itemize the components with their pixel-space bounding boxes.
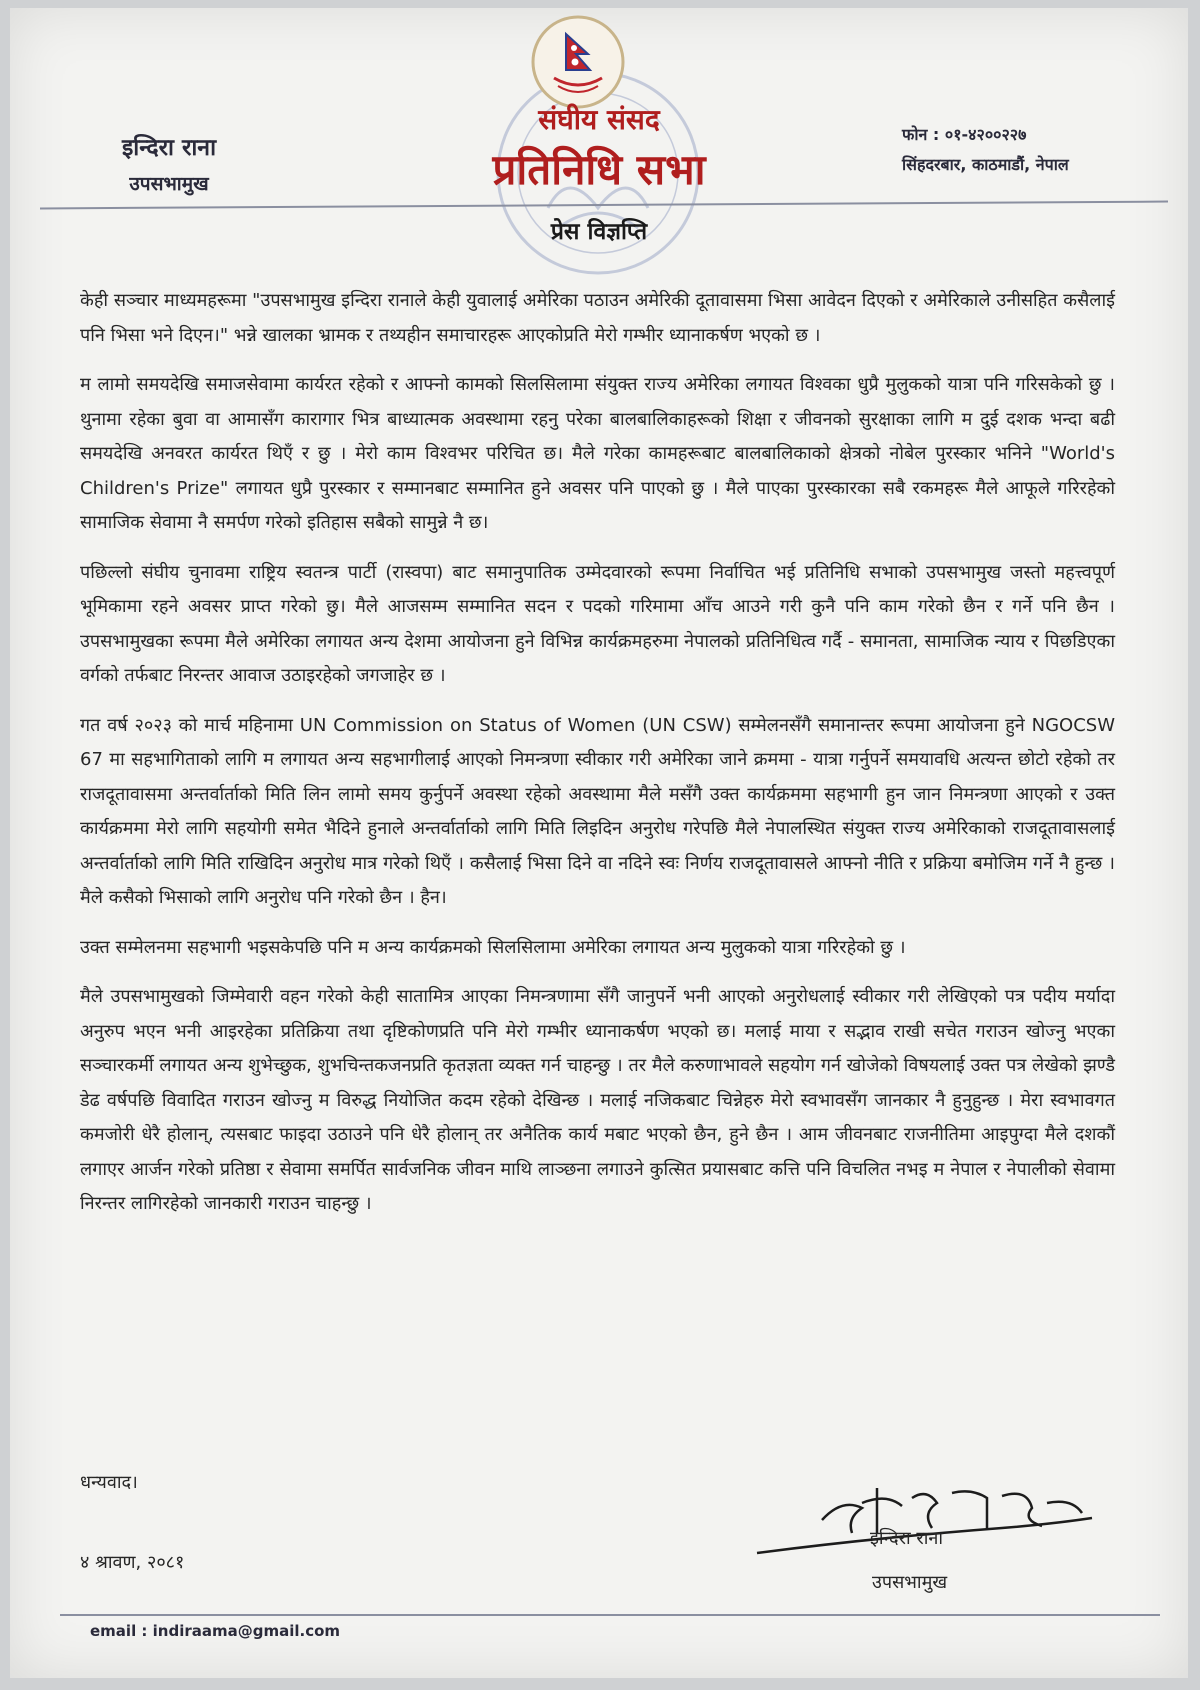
footer-email: email : indiraama@gmail.com (90, 1622, 341, 1640)
sender-name: इन्दिरा राना (122, 135, 217, 161)
contact-address: सिंहदरबार, काठमाडौं, नेपाल (902, 155, 1069, 174)
sender-role: उपसभामुख (129, 173, 209, 195)
letter-body (80, 284, 1115, 1237)
closing-thanks: धन्यवाद। (80, 1472, 138, 1493)
contact-block (902, 120, 1069, 180)
signatory-name: इन्दिरा राना (870, 1528, 944, 1549)
signatory-role: उपसभामुख (872, 1572, 948, 1593)
paragraph-2: म लामो समयदेखि समाजसेवामा कार्यरत रहेको र आफ्नो कामको सिलसिलामा संयुक्त राज्य अमेरिका लगायत विश्वका धुप्रै मुलुकको यात्रा पनि गरिसकेको छु । थुनामा रहेका बुवा वा आमासँग कारागार भित्र बाध्यात्मक अवस्थामा रहनु परेका बालबालिकाहरूको शिक्षा र जीवनको सुरक्षाका लागि म दुई दशक भन्दा बढी समयदेखि अनवरत कार्यरत थिएँ र छु । मेरो काम विश्वभर परिचित छ। मैले गरेका कामहरूबाट बालबालिकाको क्षेत्रको नोबेल पुरस्कार भनिने "World's Children's Prize" लगायत धुप्रै पुरस्कार र सम्मानबाट सम्मानित हुने अवसर पनि पाएको छु । मैले पाएका पुरस्कारका सबै रकमहरू मैले आफूले गरिरहेको सामाजिक सेवामा नै समर्पण गरेको इतिहास सबैको सामुन्ने नै छ। (80, 374, 1115, 533)
contact-phone: फोन : ०१-४२००२२७ (902, 125, 1027, 144)
parliament-emblem-icon (528, 12, 628, 112)
paragraph-1: केही सञ्चार माध्यमहरूमा "उपसभामुख इन्दिरा रानाले केही युवालाई अमेरिका पठाउन अमेरिकी दूतावासमा भिसा आवेदन दिएको र अमेरिकाले उनीसहित कसैलाई पनि भिसा भने दिएन।" भन्ने खालका भ्रामक र तथ्यहीन समाचारहरू आएकोप्रति मेरो गम्भीर ध्यानाकर्षण भएको छ । (80, 290, 1115, 346)
document-type-title: प्रेस विज्ञप्ति (550, 219, 648, 245)
paragraph-4: गत वर्ष २०२३ को मार्च महिनामा UN Commission on Status of Women (UN CSW) सम्मेलनसँगै समानान्तर रूपमा आयोजना हुने NGOCSW 67 मा सहभागिताको लागि म लगायत अन्य सहभागीलाई आएको निमन्त्रणा स्वीकार गरी अमेरिका जाने क्रममा - यात्रा गर्नुपर्ने समयावधि अत्यन्त छोटो रहेको तर राजदूतावासमा अन्तर्वार्ताको मिति लिन लामो समय कुर्नुपर्ने अवस्था रहेको अवस्थामा मैले मसँगै उक्त कार्यक्रममा सहभागी हुन जान निमन्त्रणा आएको र उक्त कार्यक्रममा मेरो लागि सहयोगी समेत भैदिने हुनाले अन्तर्वार्ताको लागि मिति लिइदिन अनुरोध गरेपछि मैले नेपालस्थित संयुक्त राज्य अमेरिकाको राजदूतावासलाई अन्तर्वार्ताको लागि मिति राखिदिन अनुरोध मात्र गरेको थिएँ । कसैलाई भिसा दिने वा नदिने स्वः निर्णय राजदूतावासले आफ्नो नीति र प्रक्रिया बमोजिम गर्ने नै हुन्छ । मैले कसैको भिसाको लागि अनुरोध पनि गरेको छैन । हैन। (80, 714, 1115, 908)
office-name-line2: प्रतिनिधि सभा (492, 145, 706, 194)
handwritten-signature (752, 1458, 1112, 1568)
paragraph-5: उक्त सम्मेलनमा सहभागी भइसकेपछि पनि म अन्य कार्यक्रमको सिलसिलामा अमेरिका लगायत अन्य मुलुकको यात्रा गरिरहेको छु । (80, 936, 906, 958)
paragraph-3: पछिल्लो संघीय चुनावमा राष्ट्रिय स्वतन्त्र पार्टी (रास्वपा) बाट समानुपातिक उम्मेदवारको रूपमा निर्वाचित भई प्रतिनिधि सभाको उपसभामुख जस्तो महत्त्वपूर्ण भूमिकामा रहने अवसर प्राप्त गरेको छु। मैले आजसम्म सम्मानित सदन र पदको गरिमामा आँच आउने गरी कुनै पनि काम गरेको छैन र गर्ने पनि छैन । उपसभामुखका रूपमा मैले अमेरिका लगायत अन्य देशमा आयोजना हुने विभिन्न कार्यक्रमहरुमा नेपालको प्रतिनिधित्व गर्दै - समानता, सामाजिक न्याय र पिछडिएका वर्गको तर्फबाट निरन्तर आवाज उठाइरहेको जगजाहेर छ । (80, 561, 1115, 686)
letter-date: ४ श्रावण, २०८१ (80, 1552, 185, 1573)
office-name-line1: संघीय संसद (538, 103, 660, 136)
footer-divider (60, 1614, 1160, 1616)
press-release-page (10, 8, 1188, 1678)
paragraph-6: मैले उपसभामुखको जिम्मेवारी वहन गरेको केही सातामित्र आएका निमन्त्रणामा सँगै जानुपर्ने भनी आएको अनुरोधलाई स्वीकार गरी लेखिएको पत्र पदीय मर्यादा अनुरुप भएन भनी आइरहेका प्रतिक्रिया तथा दृष्टिकोणप्रति पनि मेरो गम्भीर ध्यानाकर्षण भएको छ। मलाई माया र सद्भाव राखी सचेत गराउन खोज्नु भएका सञ्चारकर्मी लगायत अन्य शुभेच्छुक, शुभचिन्तकजनप्रति कृतज्ञता व्यक्त गर्न चाहन्छु । तर मैले करुणाभावले सहयोग गर्न खोजेको विषयलाई उक्त पत्र लेखेको झण्डै डेढ वर्षपछि विवादित गराउन खोज्नु म विरुद्ध नियोजित कदम रहेको देखिन्छ । मलाई नजिकबाट चिन्नेहरु मेरो स्वभावसँग जानकार नै हुनुहुन्छ । मेरा स्वभावगत कमजोरी धेरै होलान्, त्यसबाट फाइदा उठाउने पनि धेरै होलान् तर अनैतिक कार्य मबाट भएको छैन, हुने छैन । आम जीवनबाट राजनीतिमा आइपुग्दा मैले दशकौं लगाएर आर्जन गरेको प्रतिष्ठा र सेवामा समर्पित सार्वजनिक जीवन माथि लाञ्छना लगाउने कुत्सित प्रयासबाट कत्ति पनि विचलित नभइ म नेपाल र नेपालीको सेवामा निरन्तर लागिरहेको जानकारी गराउन चाहन्छु । (80, 986, 1115, 1214)
